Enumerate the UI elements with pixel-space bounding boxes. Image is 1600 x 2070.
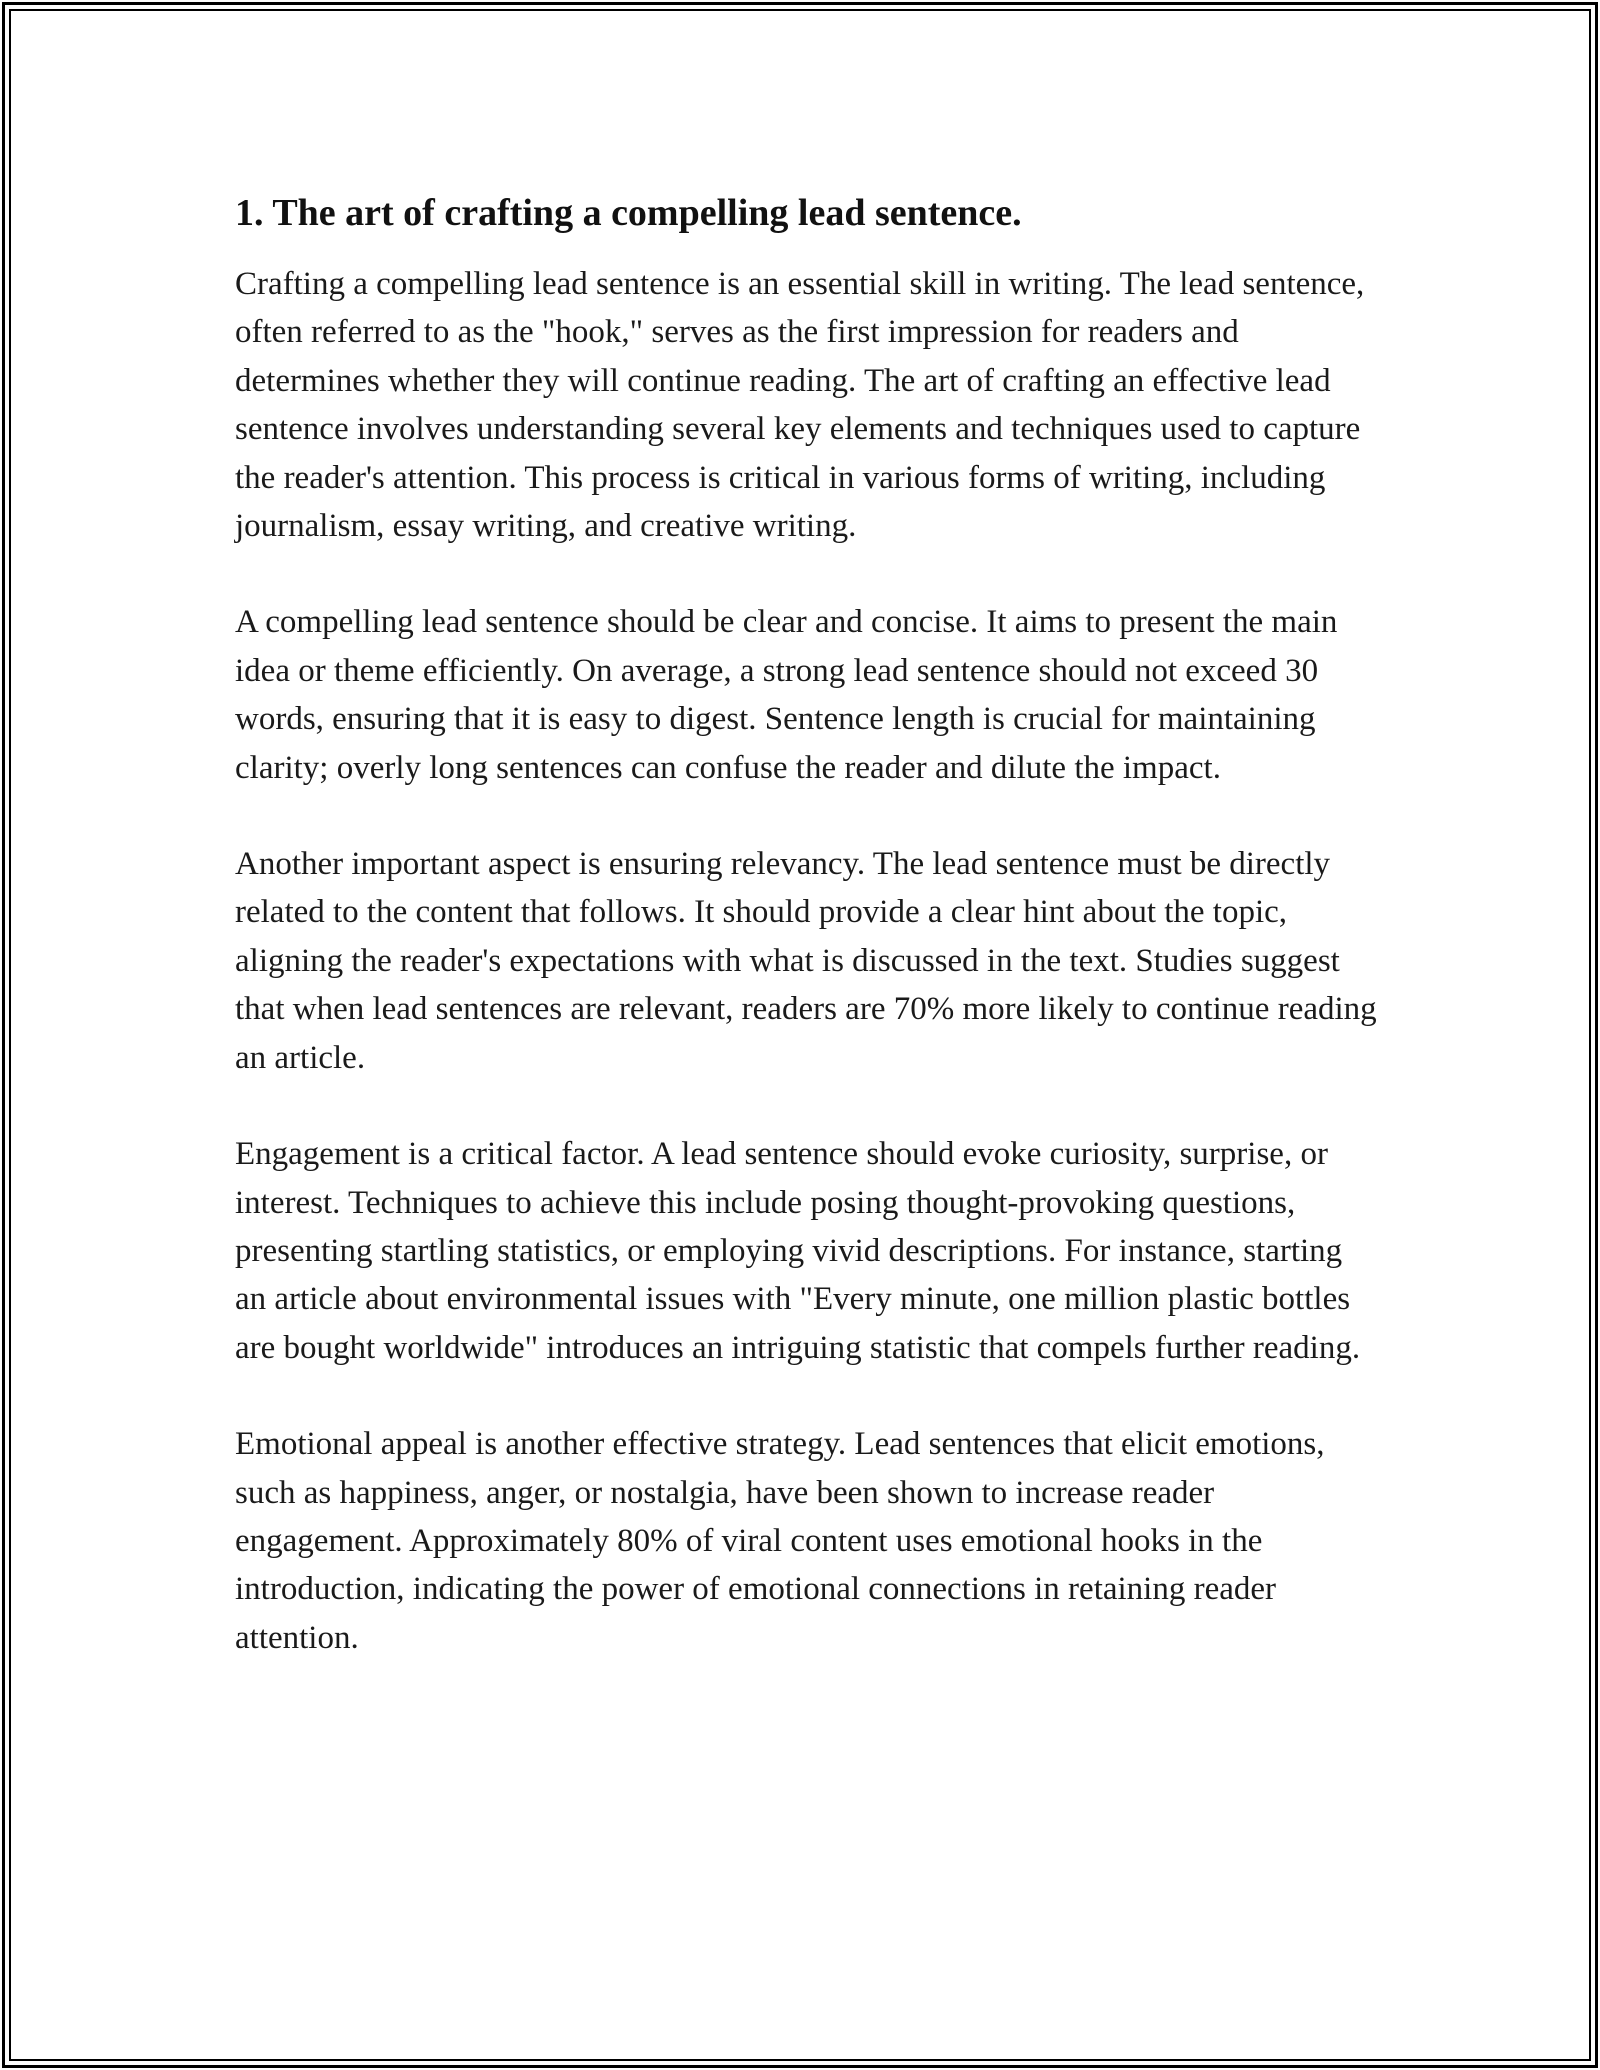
document-body bbox=[235, 186, 1380, 1710]
paragraph-emotional-appeal: Emotional appeal is another effective strategy. Lead sentences that elicit emotions, such as happiness, anger, or nostalgia, have been shown to increase reader engagement. Approximately 80% of viral content uses emotional hooks in the introduction, indicating the power of emotional connections in retaining reader attention. bbox=[235, 1426, 1325, 1656]
paragraph-engagement: Engagement is a critical factor. A lead sentence should evoke curiosity, surprise, or interest. Techniques to achieve this include posing thought-provoking questions, presenting startling statistics, or employing vivid descriptions. For instance, starting an article about environmental issues with "Every minute, one million plastic bottles are bought worldwide" introduces an intriguing statistic that compels further reading. bbox=[235, 1136, 1361, 1366]
paragraph-clarity: A compelling lead sentence should be clear and concise. It aims to present the main idea or theme efficiently. On average, a strong lead sentence should not exceed 30 words, ensuring that it is easy to digest. Sentence length is crucial for maintaining clarity; overly long sentences can confuse the reader and dilute the impact. bbox=[235, 604, 1338, 786]
paragraph-intro: Crafting a compelling lead sentence is an essential skill in writing. The lead sentence, often referred to as the "hook," serves as the first impression for readers and determines whether they will continue reading. The art of crafting an effective lead sentence involves understanding several key elements and techniques used to capture the reader's attention. This process is critical in various forms of writing, including journalism, essay writing, and creative writing. bbox=[235, 266, 1365, 545]
section-title: 1. The art of crafting a compelling lead sentence. bbox=[235, 192, 1022, 234]
paragraph-relevancy: Another important aspect is ensuring relevancy. The lead sentence must be directly related to the content that follows. It should provide a clear hint about the topic, aligning the reader's expectations with what is discussed in the text. Studies suggest that when lead sentences are relevant, readers are 70% more likely to continue reading an article. bbox=[235, 846, 1377, 1076]
